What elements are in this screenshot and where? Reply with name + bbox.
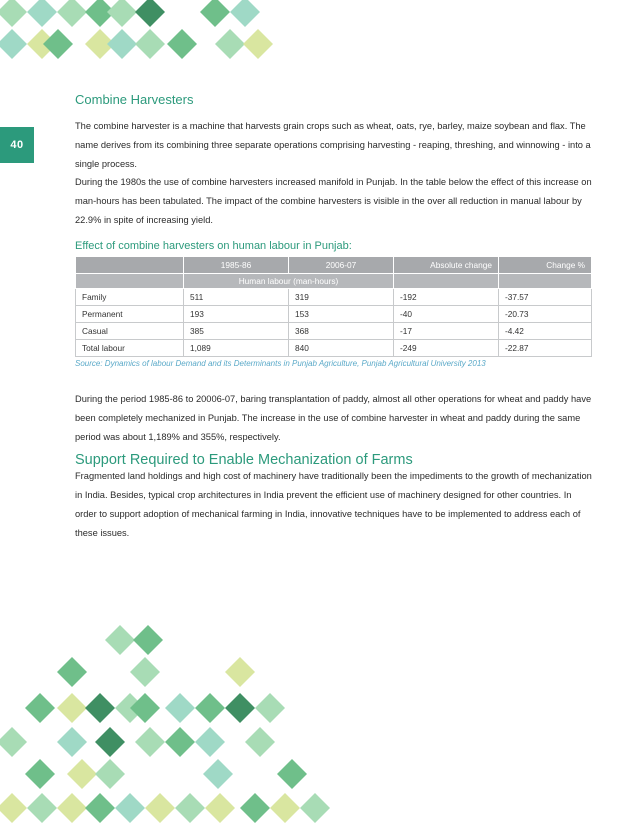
table-cell: -17 xyxy=(394,323,499,340)
decorative-diamond xyxy=(225,657,255,687)
decorative-diamond xyxy=(245,727,275,757)
decorative-diamond xyxy=(203,759,233,789)
decorative-diamond xyxy=(0,793,27,823)
table-row xyxy=(76,306,592,323)
table-cell: 153 xyxy=(289,306,394,323)
decorative-diamond xyxy=(27,793,57,823)
header-cell xyxy=(76,257,184,274)
paragraph-combine-punjab: During the 1980s the use of combine harvesters increased manifold in Punjab. In the table below the effect of this increase on man-hours has been tabulated. The impact of the combine harvesters is visible in the over all reduction in manual labour by 22.9% in spite of increasing yield. xyxy=(75,177,592,225)
decorative-diamond xyxy=(107,0,137,27)
table-cell: Permanent xyxy=(76,306,184,323)
decorative-diamond xyxy=(200,0,230,27)
table-source: Source: Dynamics of labour Demand and its Determinants in Punjab Agriculture, Punjab Agricultural University 2013 xyxy=(75,359,486,368)
table-cell: 385 xyxy=(184,323,289,340)
decorative-diamond xyxy=(115,793,145,823)
decorative-diamond xyxy=(43,29,73,59)
decorative-diamond xyxy=(25,759,55,789)
table-cell: 511 xyxy=(184,289,289,306)
decorative-diamond xyxy=(175,793,205,823)
table-header-row xyxy=(76,257,592,274)
decorative-diamond xyxy=(255,693,285,723)
header-cell: Absolute change xyxy=(394,257,499,274)
subheader-cell: Human labour (man-hours) xyxy=(184,274,394,289)
decorative-diamond xyxy=(107,29,137,59)
table-cell: -192 xyxy=(394,289,499,306)
table-row xyxy=(76,289,592,306)
decorative-diamond xyxy=(27,0,57,27)
table-cell: -20.73 xyxy=(499,306,592,323)
table-cell: 1,089 xyxy=(184,340,289,357)
decorative-diamond xyxy=(195,693,225,723)
decorative-diamond xyxy=(57,793,87,823)
decorative-diamond xyxy=(270,793,300,823)
decorative-diamond xyxy=(277,759,307,789)
table-row xyxy=(76,323,592,340)
decorative-diamond xyxy=(0,727,27,757)
table-cell: Total labour xyxy=(76,340,184,357)
decorative-diamond xyxy=(205,793,235,823)
decorative-diamond xyxy=(67,759,97,789)
decorative-diamond xyxy=(215,29,245,59)
decorative-diamond xyxy=(57,0,87,27)
table-cell: -37.57 xyxy=(499,289,592,306)
paragraph-mechanization-period: During the period 1985-86 to 20006-07, baring transplantation of paddy, almost all other operations for wheat and paddy have been completely mechanized in Punjab. The increase in the use of combine harvester in wheat and paddy during the same period was about 1,189% and 355%, respectively. xyxy=(75,394,592,442)
header-cell: 1985-86 xyxy=(184,257,289,274)
decorative-diamond xyxy=(165,727,195,757)
section-heading-support: Support Required to Enable Mechanization of Farms xyxy=(75,452,413,468)
header-cell: Change % xyxy=(499,257,592,274)
table-cell: -40 xyxy=(394,306,499,323)
table-cell: 368 xyxy=(289,323,394,340)
decorative-diamond xyxy=(85,793,115,823)
table-cell: Casual xyxy=(76,323,184,340)
decorative-diamond xyxy=(85,693,115,723)
decorative-diamond xyxy=(243,29,273,59)
decorative-diamond xyxy=(57,693,87,723)
table-cell: 193 xyxy=(184,306,289,323)
decorative-diamond xyxy=(135,0,165,27)
decorative-diamond xyxy=(57,727,87,757)
decorative-diamond xyxy=(240,793,270,823)
section-heading-combine-harvesters: Combine Harvesters xyxy=(75,92,194,107)
table-cell: -249 xyxy=(394,340,499,357)
decorative-diamond xyxy=(130,657,160,687)
decorative-diamond xyxy=(135,727,165,757)
labour-table xyxy=(75,256,592,357)
decorative-diamond xyxy=(167,29,197,59)
table-cell: Family xyxy=(76,289,184,306)
table-cell: -4.42 xyxy=(499,323,592,340)
table-subheader-row xyxy=(76,274,592,289)
decorative-diamond xyxy=(0,0,27,27)
decorative-diamond xyxy=(145,793,175,823)
table-cell: -22.87 xyxy=(499,340,592,357)
decorative-diamond xyxy=(95,727,125,757)
decorative-diamond xyxy=(105,625,135,655)
table-title: Effect of combine harvesters on human labour in Punjab: xyxy=(75,240,352,252)
paragraph-support: Fragmented land holdings and high cost of machinery have traditionally been the impediments to the growth of mechanization in India. Besides, typical crop architectures in India prevent the efficient use of machinery designed for other countries. In order to support adoption of mechanical farming in India, innovative techniques have to be implemented to address each of these issues. xyxy=(75,471,592,538)
page-number: 40 xyxy=(0,127,34,163)
decorative-diamond xyxy=(25,693,55,723)
table-row xyxy=(76,340,592,357)
decorative-diamond xyxy=(135,29,165,59)
decorative-diamond xyxy=(165,693,195,723)
paragraph-combine-definition: The combine harvester is a machine that harvests grain crops such as wheat, oats, rye, barley, maize soybean and flax. The name derives from its combining three separate operations comprising harvesting - reaping, threshing, and winnowing - into a single process. xyxy=(75,121,591,169)
decorative-diamond xyxy=(57,657,87,687)
decorative-diamond xyxy=(300,793,330,823)
decorative-diamond xyxy=(230,0,260,27)
decorative-diamond xyxy=(95,759,125,789)
decorative-diamond xyxy=(225,693,255,723)
decorative-diamond xyxy=(0,29,27,59)
table-cell: 840 xyxy=(289,340,394,357)
decorative-diamond xyxy=(195,727,225,757)
decorative-diamond xyxy=(133,625,163,655)
table-cell: 319 xyxy=(289,289,394,306)
header-cell: 2006-07 xyxy=(289,257,394,274)
